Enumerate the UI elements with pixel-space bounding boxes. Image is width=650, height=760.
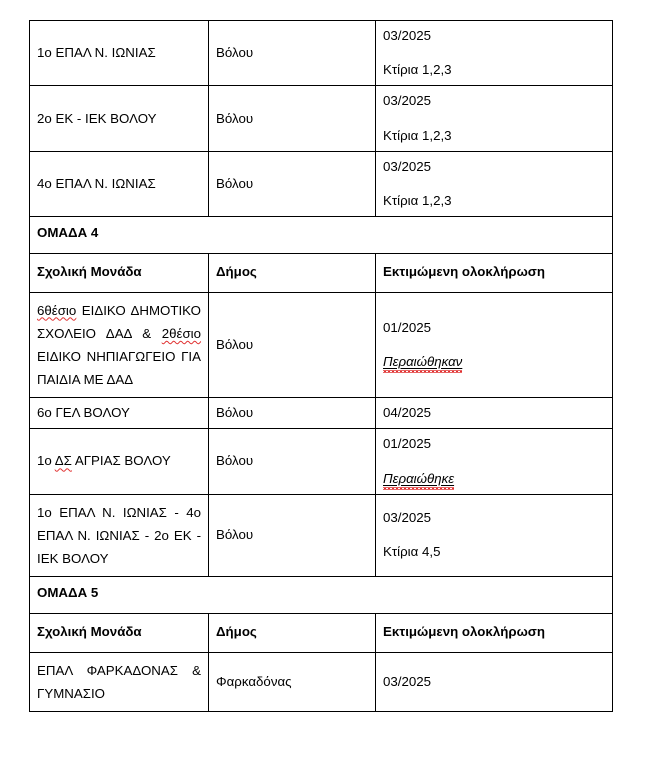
column-header-row <box>30 254 613 292</box>
cell-school <box>30 652 209 711</box>
cell-school <box>30 151 209 216</box>
school-name-part-3: 2θέσιο <box>161 325 202 341</box>
cell-estimated-completion <box>376 652 613 711</box>
cell-municipality <box>209 398 376 429</box>
cell-estimated-completion <box>376 292 613 398</box>
cell-estimated-completion <box>376 494 613 576</box>
completion-date: 03/2025 <box>383 158 432 174</box>
group-band-row <box>30 577 613 614</box>
table-row <box>30 398 613 429</box>
cell-estimated-completion <box>376 21 613 86</box>
cell-school <box>30 21 209 86</box>
completion-date: 01/2025 <box>383 436 432 452</box>
completion-date: 03/2025 <box>383 28 432 43</box>
school-name: 1ο ΕΠΑΛ Ν. ΙΩΝΙΑΣ <box>37 45 156 61</box>
completion-note: Κτίρια 4,5 <box>383 544 441 560</box>
cell-municipality <box>209 151 376 216</box>
municipality-name: Βόλου <box>216 405 254 421</box>
cell-estimated-completion <box>376 151 613 216</box>
municipality-name: Βόλου <box>216 527 254 543</box>
column-header-school <box>30 614 209 652</box>
table-row <box>30 292 613 398</box>
school-name: ΕΠΑΛ ΦΑΡΚΑΔΟΝΑΣ & ΓΥΜΝΑΣΙΟ <box>37 662 201 701</box>
school-name-part-2: ΕΙΔΙΚΟ ΔΗΜΟΤΙΚΟ ΣΧΟΛΕΙΟ ΔΑΔ & <box>37 302 201 341</box>
column-header-municipality <box>209 254 376 292</box>
table-row <box>30 652 613 711</box>
table-row <box>30 86 613 151</box>
group-band-label: ΟΜΑΔΑ 5 <box>37 585 99 601</box>
column-header-estimated-completion <box>376 614 613 652</box>
group-band-label: ΟΜΑΔΑ 4 <box>37 225 99 241</box>
column-header-school-label: Σχολική Μονάδα <box>37 624 142 640</box>
completion-note: Κτίρια 1,2,3 <box>383 127 452 143</box>
completion-date: 04/2025 <box>383 405 432 421</box>
school-name <box>30 293 208 398</box>
column-header-municipality-label: Δήμος <box>216 264 257 280</box>
municipality-name: Βόλου <box>216 45 254 61</box>
column-header-school-label: Σχολική Μονάδα <box>37 264 142 280</box>
school-name-part-1: 6θέσιο <box>37 302 77 318</box>
school-name-part-4: ΕΙΔΙΚΟ ΝΗΠΙΑΓΩΓΕΙΟ ΓΙΑ ΠΑΙΔΙΑ ΜΕ ΔΑΔ <box>37 348 201 387</box>
completion-date: 03/2025 <box>383 93 432 109</box>
school-name <box>30 446 208 476</box>
school-name-part-1: 1ο <box>37 453 52 469</box>
completion-date: 01/2025 <box>383 319 432 335</box>
column-header-estimated-completion <box>376 254 613 292</box>
cell-municipality <box>209 21 376 86</box>
column-header-estimated-completion-label: Εκτιμώμενη ολοκλήρωση <box>383 624 546 640</box>
municipality-name: Βόλου <box>216 336 254 352</box>
column-header-municipality <box>209 614 376 652</box>
column-header-row <box>30 614 613 652</box>
school-name-part-2: ΔΣ <box>54 453 72 469</box>
column-header-municipality-label: Δήμος <box>216 624 257 640</box>
table-row <box>30 429 613 494</box>
completion-date: 03/2025 <box>383 510 432 526</box>
table-row <box>30 494 613 576</box>
schools-completion-table <box>29 20 613 712</box>
column-header-school <box>30 254 209 292</box>
cell-municipality <box>209 494 376 576</box>
cell-school <box>30 398 209 429</box>
school-name-part-3: ΑΓΡΙΑΣ ΒΟΛΟΥ <box>74 453 171 469</box>
cell-school <box>30 494 209 576</box>
table-row <box>30 151 613 216</box>
column-header-estimated-completion-label: Εκτιμώμενη ολοκλήρωση <box>383 264 546 280</box>
table-row <box>30 21 613 86</box>
cell-estimated-completion <box>376 398 613 429</box>
group-band-omada-5 <box>30 577 613 614</box>
group-band-row <box>30 217 613 254</box>
cell-school <box>30 86 209 151</box>
completion-date: 03/2025 <box>383 673 432 689</box>
municipality-name: Βόλου <box>216 175 254 191</box>
school-name: 1ο ΕΠΑΛ Ν. ΙΩΝΙΑΣ - 4ο ΕΠΑΛ Ν. ΙΩΝΙΑΣ - 2ο ΕΚ - ΙΕΚ ΒΟΛΟΥ <box>37 504 201 566</box>
completion-note: Περαιώθηκε <box>383 470 455 486</box>
cell-municipality <box>209 652 376 711</box>
completion-note: Κτίρια 1,2,3 <box>383 62 452 78</box>
cell-school <box>30 429 209 494</box>
cell-school <box>30 292 209 398</box>
cell-municipality <box>209 429 376 494</box>
completion-note: Κτίρια 1,2,3 <box>383 193 452 209</box>
school-name: 6ο ΓΕΛ ΒΟΛΟΥ <box>37 405 130 421</box>
municipality-name: Φαρκαδόνας <box>216 673 292 689</box>
completion-note: Περαιώθηκαν <box>383 353 463 369</box>
cell-estimated-completion <box>376 86 613 151</box>
cell-estimated-completion <box>376 429 613 494</box>
school-name: 2ο ΕΚ - ΙΕΚ ΒΟΛΟΥ <box>37 110 157 126</box>
cell-municipality <box>209 292 376 398</box>
municipality-name: Βόλου <box>216 110 254 126</box>
school-name: 4ο ΕΠΑΛ Ν. ΙΩΝΙΑΣ <box>37 175 156 191</box>
cell-municipality <box>209 86 376 151</box>
group-band-omada-4 <box>30 217 613 254</box>
municipality-name: Βόλου <box>216 453 254 469</box>
